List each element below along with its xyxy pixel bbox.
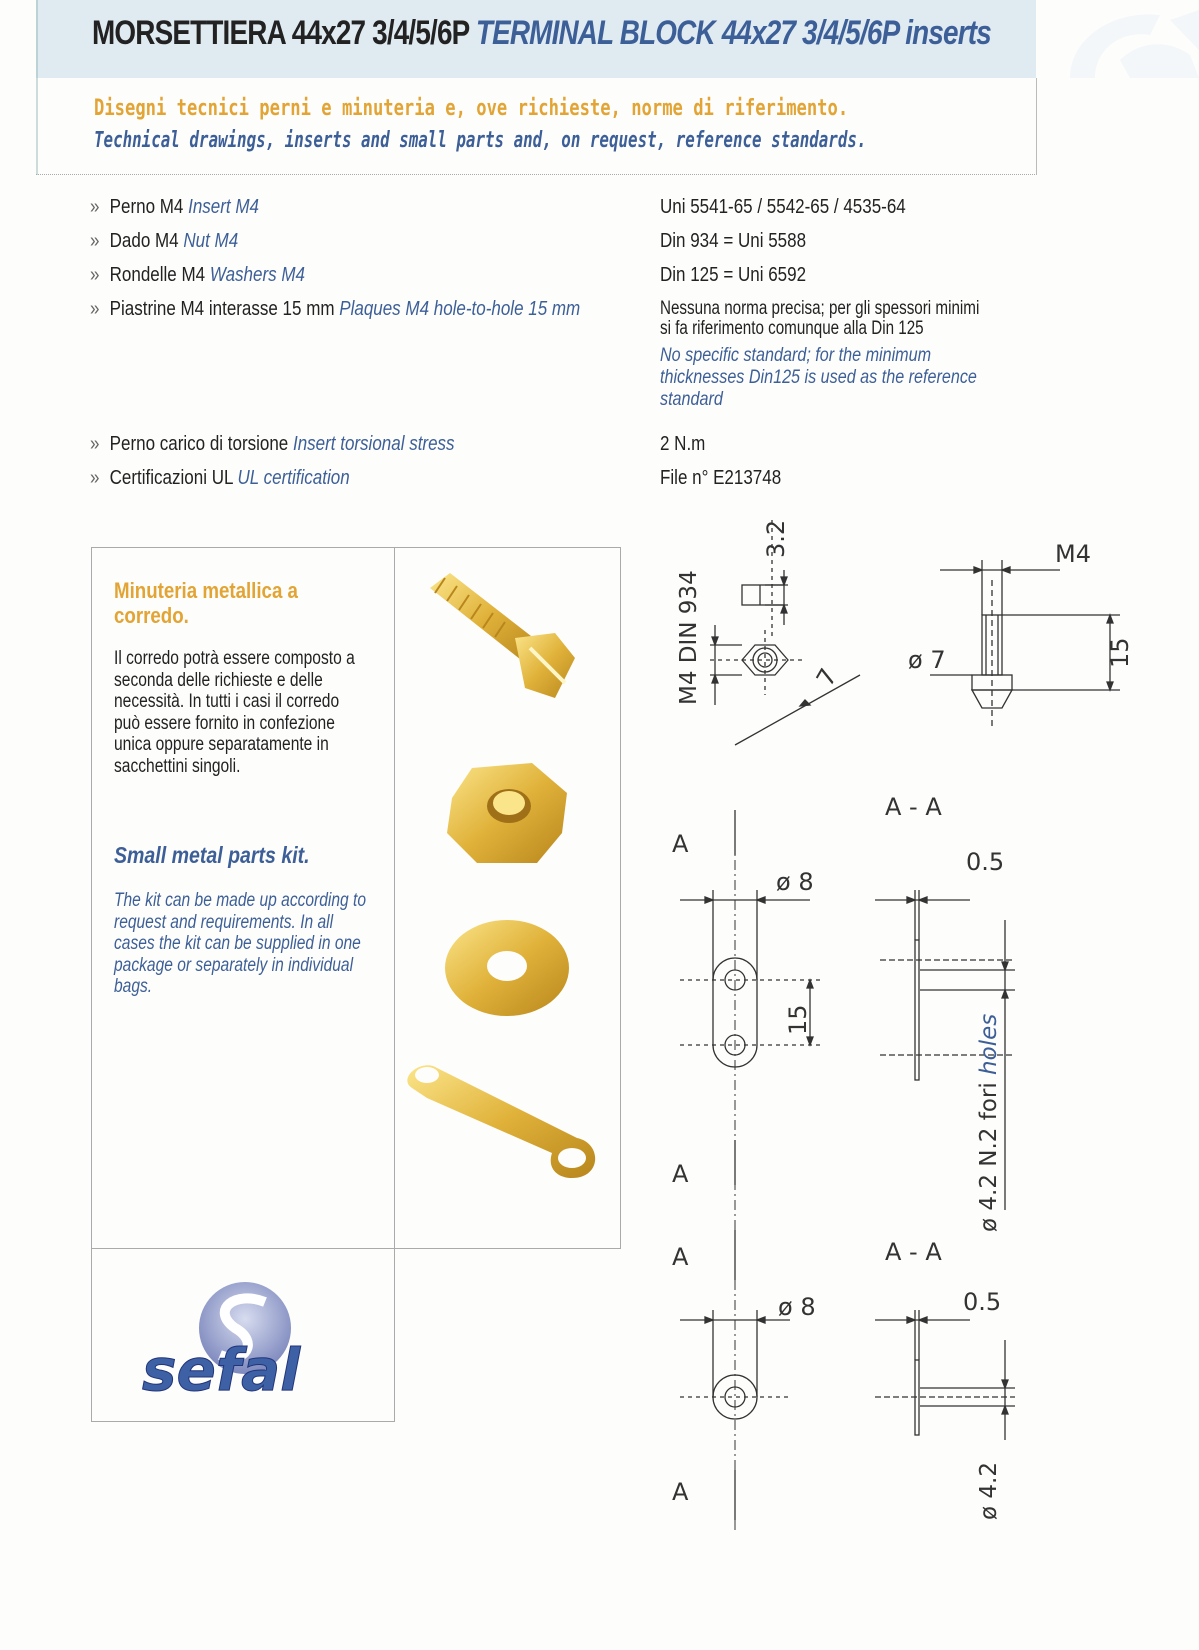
section-a-label: A xyxy=(672,1243,689,1271)
spec-value: Nessuna norma precisa; per gli spessori minimi xyxy=(660,298,980,319)
dim-holes: ø 4.2 N.2 fori holes xyxy=(976,1013,1002,1232)
title-english: TERMINAL BLOCK 44x27 3/4/5/6P inserts xyxy=(475,14,991,52)
plaque-icon xyxy=(407,1065,595,1178)
parts-illustration xyxy=(395,548,619,1246)
dim-0-5: 0.5 xyxy=(966,848,1005,876)
kit-heading-italian: Minuteria metallica a corredo. xyxy=(114,578,298,628)
spec-row: » Rondelle M4 Washers M4 xyxy=(90,264,305,286)
spec-value: Din 934 = Uni 5588 xyxy=(660,230,807,252)
section-aa-label: A - A xyxy=(885,793,942,821)
spec-value: File n° E213748 xyxy=(660,467,782,489)
chevron-icon: » xyxy=(90,196,100,218)
spec-value-en: thicknesses Din125 is used as the reference xyxy=(660,367,977,388)
dim-7: 7 xyxy=(810,663,843,691)
washer-drawing xyxy=(680,1230,790,1530)
page-title xyxy=(92,14,991,53)
spec-value: Din 125 = Uni 6592 xyxy=(660,264,807,286)
chevron-icon: » xyxy=(90,230,100,252)
dim-d8: ø 8 xyxy=(776,868,814,896)
dim-d8: ø 8 xyxy=(778,1293,816,1321)
dim-m4: M4 xyxy=(1055,540,1091,568)
insert-drawing xyxy=(930,560,1120,730)
dim-15: 15 xyxy=(784,1004,812,1035)
spec-row: » Dado M4 Nut M4 xyxy=(90,230,239,252)
screw-icon xyxy=(430,573,575,698)
nut-icon xyxy=(447,763,567,863)
dim-0-5: 0.5 xyxy=(963,1288,1002,1316)
spec-value-en: standard xyxy=(660,389,723,410)
section-a-label: A xyxy=(672,830,689,858)
kit-heading-english: Small metal parts kit. xyxy=(114,842,310,868)
plaque-drawing xyxy=(680,810,820,1530)
subtitle-italian: Disegni tecnici perni e minuteria e, ove richieste, norme di riferimento. xyxy=(94,96,849,121)
section-a-label: A xyxy=(672,1478,689,1506)
spec-row: » Perno carico di torsione Insert torsional stress xyxy=(90,433,455,455)
spec-value: 2 N.m xyxy=(660,433,706,455)
chevron-icon: » xyxy=(90,264,100,286)
chevron-icon: » xyxy=(90,298,100,320)
title-italian: MORSETTIERA 44x27 3/4/5/6P xyxy=(92,14,469,52)
section-aa-label: A - A xyxy=(885,1238,942,1266)
dim-15: 15 xyxy=(1106,637,1134,668)
subtitle-box xyxy=(36,78,1037,175)
spec-value: si fa riferimento comunque alla Din 125 xyxy=(660,318,924,339)
spec-row: » Certificazioni UL UL certification xyxy=(90,467,350,489)
washer-section-drawing xyxy=(875,1310,1015,1440)
swirl-logo-icon xyxy=(1050,0,1199,78)
section-a-label: A xyxy=(672,1160,689,1188)
chevron-icon: » xyxy=(90,467,100,489)
spec-row: » Perno M4 Insert M4 xyxy=(90,196,259,218)
chevron-icon: » xyxy=(90,433,100,455)
nut-standard-label: M4 DIN 934 xyxy=(676,570,702,705)
dim-3-2: 3.2 xyxy=(762,519,790,558)
kit-text-english: The kit can be made up according to request and requirements. In all cases the kit can be supplied in one package or separately in individual bags. xyxy=(114,890,367,997)
kit-text-italian: Il corredo potrà essere composto a seconda delle richieste e delle necessità. In tutti i casi il corredo può essere fornito in confezione unica oppure separatamente in sacchettini singoli. xyxy=(114,648,355,777)
subtitle-english: Technical drawings, inserts and small parts and, on request, reference standards. xyxy=(94,128,867,153)
sefal-logo xyxy=(140,1280,360,1410)
spec-row: » Piastrine M4 interasse 15 mm Plaques M4 hole-to-hole 15 mm xyxy=(90,298,581,320)
technical-drawing xyxy=(672,519,1199,1650)
logo-text: sefal xyxy=(142,1336,301,1404)
spec-value: Uni 5541-65 / 5542-65 / 4535-64 xyxy=(660,196,906,218)
spec-value-en: No specific standard; for the minimum xyxy=(660,345,932,366)
dim-d7: ø 7 xyxy=(908,646,946,674)
dim-d4-2: ø 4.2 xyxy=(976,1462,1002,1520)
washer-icon xyxy=(445,920,569,1016)
